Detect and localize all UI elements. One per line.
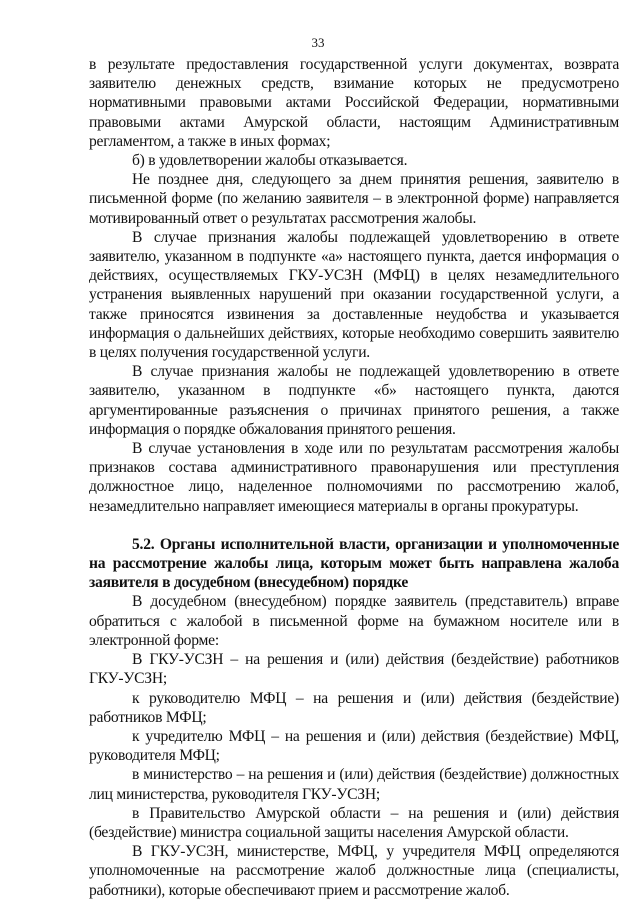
section-list-item: к руководителю МФЦ – на решения и (или) действия (бездействие) работников МФЦ; [89,689,619,726]
section-heading: 5.2. Органы исполнительной власти, организации и уполномоченные на рассмотрение жалобы лица, которым может быть направлена жалоба заявителя в досудебном (внесудебном) порядке [89,535,619,592]
section-paragraph: В ГКУ-УСЗН, министерстве, МФЦ, у учредителя МФЦ определяются уполномоченные на рассмотрение жалоб должностные лица (специалисты, работники), которые обеспечивают прием и рассмотрение жалоб. [89,843,619,899]
page-number: 33 [311,35,325,50]
section-list-item: к учредителю МФЦ – на решения и (или) действия (бездействие) МФЦ, руководителя МФЦ; [89,727,619,765]
section-list-item: В ГКУ-УСЗН – на решения и (или) действия (бездействие) работников ГКУ-УСЗН; [89,651,619,688]
document-body [89,55,619,900]
body-paragraph: б) в удовлетворении жалобы отказывается. [132,152,408,170]
body-paragraph: Не позднее дня, следующего за днем принятия решения, заявителю в письменной форме (по желанию заявителя – в электронной форме) направляется мотивированный ответ о результатах рассмотрения жалобы. [89,171,619,227]
section-list-item: в министерство – на решения и (или) действия (бездействие) должностных лиц министерства, руководителя ГКУ-УСЗН; [89,766,619,803]
body-paragraph: В случае признания жалобы подлежащей удовлетворению в ответе заявителю, указанном в подпункте «а» настоящего пункта, дается информация о действиях, осуществляемых ГКУ-УСЗН (МФЦ) в целях незамедлительного устранения выявленных нарушений при оказании государственной услуги, а также приносятся извинения за доставленные неудобства и указывается информация о дальнейших действиях, которые необходимо совершить заявителю в целях получения государственной услуги. [89,228,619,362]
section-paragraph: В досудебном (внесудебном) порядке заявитель (представитель) вправе обратиться с жалобой в письменной форме на бумажном носителе или в электронной форме: [89,593,619,649]
body-paragraph: В случае установления в ходе или по результатам рассмотрения жалобы признаков состава административного правонарушения или преступления должностное лицо, наделенное полномочиями по рассмотрению жалоб, незамедлительно направляет имеющиеся материалы в органы прокуратуры. [89,440,619,515]
body-paragraph: В случае признания жалобы не подлежащей удовлетворению в ответе заявителю, указанном в подпункте «б» настоящего пункта, даются аргументированные разъяснения о причинах принятого решения, а также информация о порядке обжалования принятого решения. [89,363,619,438]
section-list-item: в Правительство Амурской области – на решения и (или) действия (бездействие) министра социальной защиты населения Амурской области. [89,804,619,841]
body-paragraph: в результате предоставления государственной услуги документах, возврата заявителю денежных средств, взимание которых не предусмотрено нормативными правовыми актами Российской Федерации, нормативными правовыми актами Амурской области, настоящим Административным регламентом, а также в иных формах; [89,56,619,150]
